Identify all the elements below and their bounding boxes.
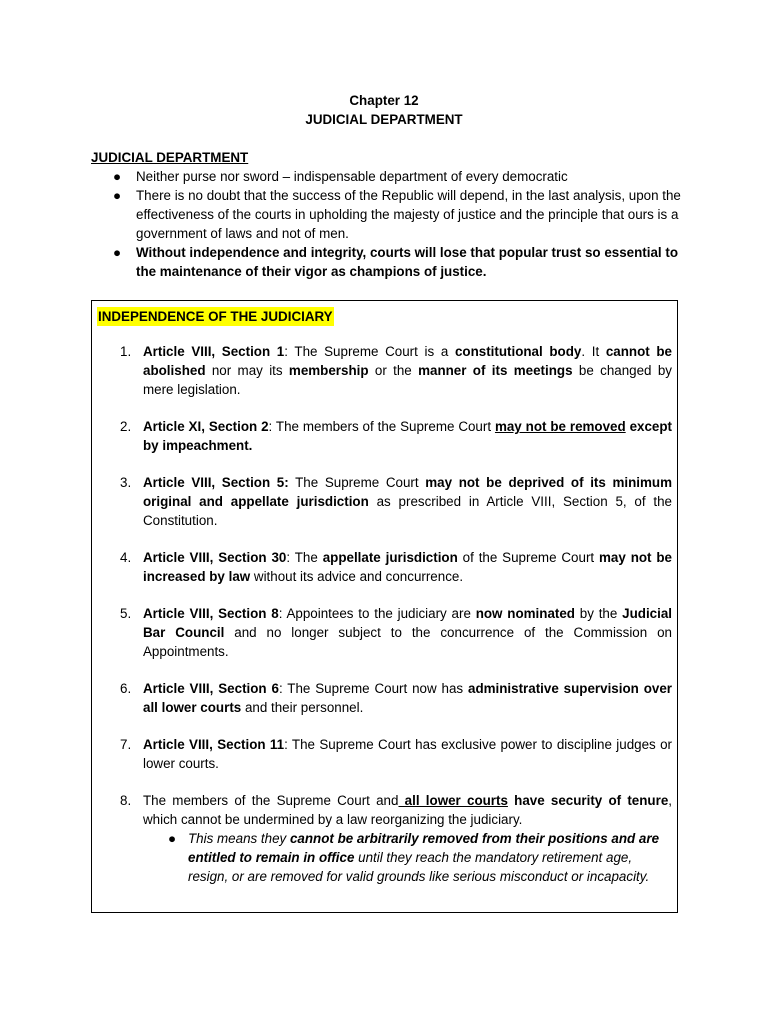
list-item [92,548,672,586]
list-item [92,604,672,661]
item-number: 7. [120,737,132,752]
text-run: . It [581,344,606,359]
bullet-text: Neither purse nor sword – indispensable department of every democratic [136,169,568,184]
bullet-icon: ● [113,245,122,260]
text-run: by the [574,606,623,621]
article-ref: Article VIII, Section 1 [143,344,285,359]
chapter-title: JUDICIAL DEPARTMENT [305,112,463,127]
sub-bullet [143,829,672,886]
article-ref: Article VIII, Section 6 [143,681,279,696]
bold-run: manner of its meetings [418,363,573,378]
intro-bullet [91,186,686,243]
list-item [92,473,672,530]
item-number: 8. [120,793,132,808]
bullet-icon: ● [168,831,177,846]
item-number: 2. [120,419,132,434]
list-item [92,679,672,717]
bold-run: have security of tenure [507,793,669,808]
bold-run: administrative supervision over all lower courts [143,681,672,715]
sub-bullet-list [143,829,672,886]
intro-bullet [91,167,686,186]
article-ref: Article VIII, Section 11 [143,737,285,752]
list-item [92,417,672,455]
text-run: This means they [188,831,290,846]
intro-bullet-list [91,167,686,281]
bold-run: appellate jurisdiction [322,550,458,565]
bold-run: may not be deprived of its minimum original and appellate jurisdiction [143,475,673,509]
section-heading: JUDICIAL DEPARTMENT [91,150,249,165]
text-run: The members of the Supreme Court and [143,793,399,808]
bullet-icon: ● [113,188,122,203]
list-item [92,342,672,399]
intro-bullet [91,243,686,281]
text-run: : Appointees to the judiciary are [278,606,476,621]
text-run: : The Supreme Court is a [284,344,455,359]
text-run: without its advice and concurrence. [250,569,464,584]
text-run: , which cannot be undermined by a law reorganizing the judiciary. [143,793,673,827]
bold-run: now nominated [475,606,575,621]
bullet-text: There is no doubt that the success of the Republic will depend, in the last analysis, upon the effectiveness of the courts in upholding the majesty of justice and the principle that ours is a government of laws and not of men. [136,188,681,241]
list-item [92,735,672,773]
text-run: and no longer subject to the concurrence of the Commission on Appointments. [143,625,672,659]
item-number: 5. [120,606,132,621]
bold-run: membership [288,363,369,378]
item-number: 6. [120,681,132,696]
text-run: until they reach the mandatory retirement age, resign, or are removed for valid grounds like serious misconduct or incapacity. [188,850,650,884]
article-ref: Article XI, Section 2 [143,419,269,434]
item-number: 3. [120,475,132,490]
article-ref: Article VIII, Section 30 [143,550,287,565]
text-run: : The [286,550,323,565]
article-list [92,342,672,904]
text-run: and their personnel. [241,700,364,715]
item-number: 1. [120,344,132,359]
text-run: : The members of the Supreme Court [268,419,495,434]
text-run: of the Supreme Court [457,550,600,565]
chapter-number: Chapter 12 [349,93,419,108]
underlined-bold-run: all lower courts [398,793,508,808]
bold-run: cannot be arbitrarily removed from their positions and are entitled to remain in office [188,831,660,865]
article-ref: Article VIII, Section 8 [143,606,279,621]
bold-run: constitutional body [454,344,582,359]
text-run: : The Supreme Court has exclusive power to discipline judges or lower courts. [143,737,672,771]
bullet-icon: ● [113,169,122,184]
item-number: 4. [120,550,132,565]
text-run: : The Supreme Court now has [278,681,468,696]
text-run: The Supreme Court [288,475,426,490]
judiciary-independence-box [91,300,678,913]
text-run: as prescribed in Article VIII, Section 5, of the Constitution. [143,494,672,528]
bold-run: may not be increased by law [143,550,673,584]
article-ref: Article VIII, Section 5: [143,475,289,490]
text-run: be changed by mere legislation. [143,363,672,397]
underlined-bold-run: may not be removed [494,419,626,434]
bold-run: cannot be abolished [143,344,672,378]
bold-run: Judicial Bar Council [143,606,673,640]
list-item [92,791,672,886]
box-title: INDEPENDENCE OF THE JUDICIARY [98,309,333,324]
bold-run: except by impeachment. [143,419,673,453]
bullet-text-bold: Without independence and integrity, courts will lose that popular trust so essential to the maintenance of their vigor as champions of justice. [136,245,679,279]
text-run: nor may its [205,363,289,378]
text-run: or the [368,363,419,378]
